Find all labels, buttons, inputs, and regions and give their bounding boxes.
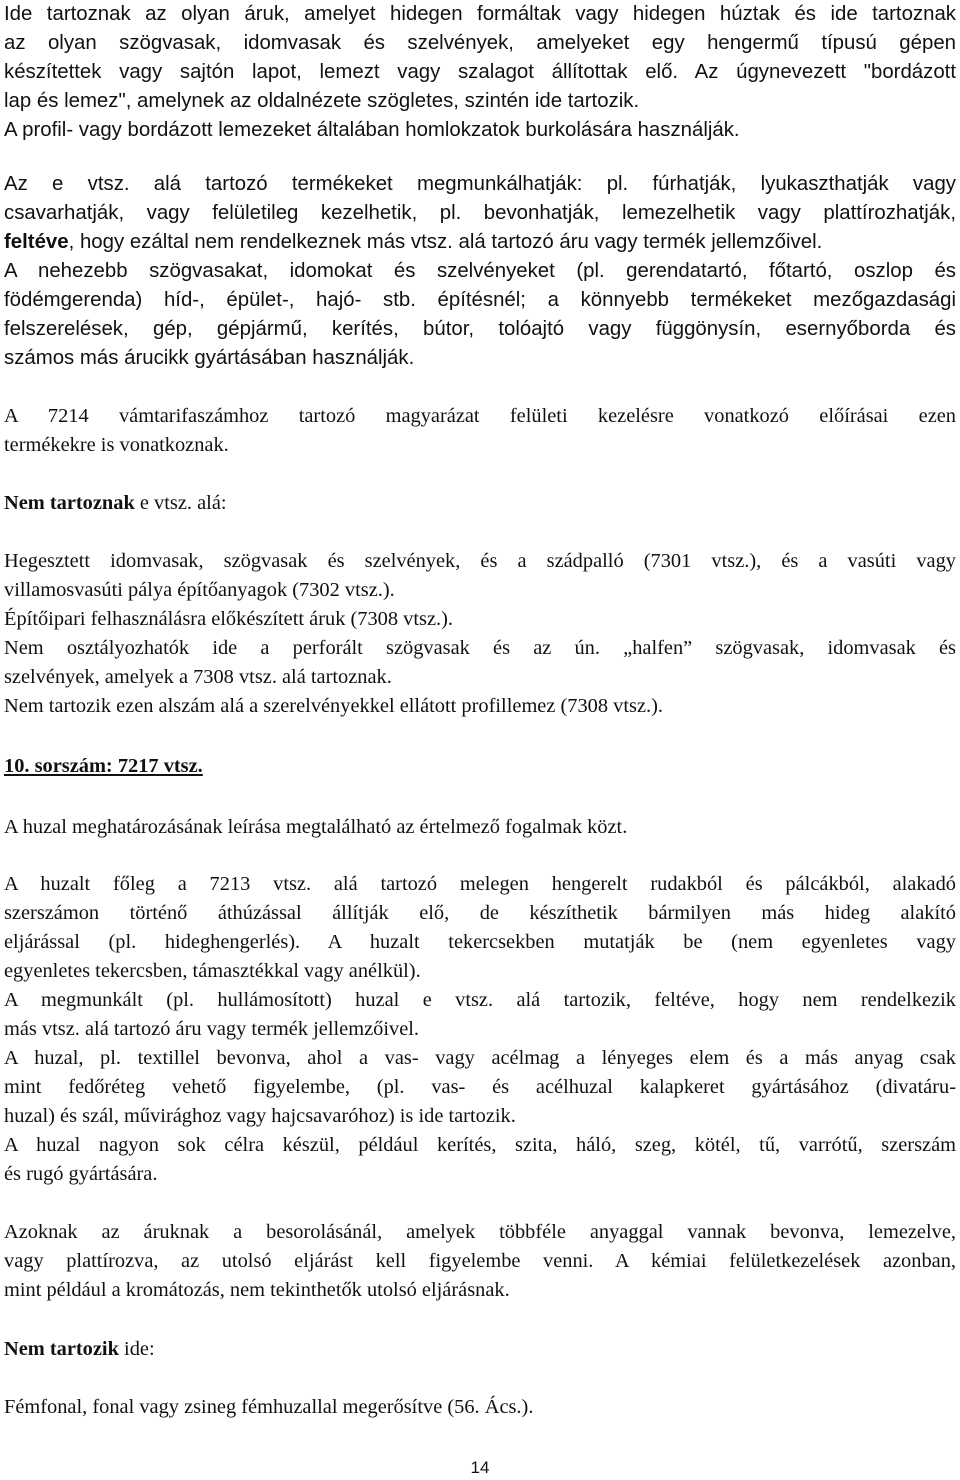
exclusions-heading [4,489,956,518]
text-line: Fémfonal, fonal vagy zsineg fémhuzallal megerősítve (56. Ács.). [4,1396,534,1418]
page-number: 14 [470,1458,490,1477]
exclusions2-heading [4,1335,956,1364]
text-line: A 7214 vámtarifaszámhoz tartozó magyarázat felületi kezelésre vonatkozó előírásai ezen [4,405,956,427]
coating-paragraph [4,1218,956,1305]
section-heading-7217: 10. sorszám: 7217 vtsz. [4,755,203,777]
wire-paragraph [4,870,956,1189]
emphasis-feltéve: feltéve [4,231,69,253]
text-line: Nem tartozik ezen alszám alá a szerelvényekkel ellátott profillemez (7308 vtsz.). [4,695,664,717]
text-line: készítettek vagy sajtón lapot, lemezt vagy szalagot állítottak elő. Az úgynevezett "bordázott [4,61,956,83]
text-line: termékekre is vonatkoznak. [4,434,229,456]
tariff-7214-note [4,402,956,460]
text-line: Nem osztályozhatók ide a perforált szögvasak és az ún. „halfen” szögvasak, idomvasak és [4,637,956,659]
text-line: Nem tartoznak e vtsz. alá: [4,492,227,514]
text-line: villamosvasúti pálya építőanyagok (7302 vtsz.). [4,579,395,601]
exclusions-list [4,547,956,721]
definition-paragraph [4,813,956,842]
final-paragraph [4,1393,956,1422]
text-line: A huzal nagyon sok célra készül, például kerítés, szita, háló, szeg, kötél, tű, varrótű, szerszám [4,1134,956,1156]
text-line: Az e vtsz. alá tartozó termékeket megmunkálhatják: pl. fúrhatják, lyukaszthatják vagy [4,173,956,195]
text-line: Azoknak az áruknak a besorolásánál, amelyek többféle anyaggal vannak bevonva, lemezelve, [4,1221,956,1243]
text-line: A megmunkált (pl. hullámosított) huzal e vtsz. alá tartozik, feltéve, hogy nem rendelkezik [4,989,956,1011]
text-line: Ide tartoznak az olyan áruk, amelyet hidegen formáltak vagy hidegen húztak és ide tartoznak [4,3,956,25]
text-line: feltéve, hogy ezáltal nem rendelkeznek más vtsz. alá tartozó áru vagy termék jellemzőivel. [4,231,823,253]
text-line: huzal) és szál, művirághoz vagy hajcsavaróhoz) is ide tartozik. [4,1105,516,1127]
text-line: A nehezebb szögvasakat, idomokat és szelvényeket (pl. gerendatartó, főtartó, oszlop és [4,260,956,282]
section-title [4,752,956,781]
emphasis-nem-tartoznak: Nem tartoznak [4,492,135,514]
text-line: mint például a kromátozás, nem tekinthetők utolsó eljárásnak. [4,1279,510,1301]
processing-paragraph [4,170,956,373]
emphasis-nem-tartozik: Nem tartozik [4,1338,119,1360]
text-line: számos más árucikk gyártásában használják. [4,347,415,369]
text-line: egyenletes tekercsben, támasztékkal vagy anélkül). [4,960,421,982]
text-line: és rugó gyártására. [4,1163,158,1185]
text-line: A huzalt főleg a 7213 vtsz. alá tartozó melegen hengerelt rudakból és pálcákból, alakadó [4,873,956,895]
text-line: szelvények, amelyek a 7308 vtsz. alá tartoznak. [4,666,392,688]
text-line: Nem tartozik ide: [4,1338,155,1360]
text-line: szerszámon történő áthúzással állítják elő, de készíthetik bármilyen más hideg alakító [4,902,956,924]
text-line: mint fedőréteg vehető figyelembe, (pl. vas- és acélhuzal kalapkeret gyártásához (divatáru- [4,1076,956,1098]
text-line: csavarhatják, vagy felületileg kezelhetik, pl. bevonhatják, lemezelhetik vagy plattírozhatják, [4,202,956,224]
text-line: A profil- vagy bordázott lemezeket általában homlokzatok burkolására használják. [4,119,740,141]
text-line: A huzal meghatározásának leírása megtalálható az értelmező fogalmak közt. [4,816,628,838]
text-line: Hegesztett idomvasak, szögvasak és szelvények, és a szádpalló (7301 vtsz.), és a vasúti vagy [4,550,956,572]
text-line: A huzal, pl. textillel bevonva, ahol a vas- vagy acélmag a lényeges elem és a más anyag csak [4,1047,956,1069]
text-line: vagy plattírozva, az utolsó eljárást kell figyelembe venni. A kémiai felületkezelések azonban, [4,1250,956,1272]
text-line: eljárással (pl. hideghengerlés). A huzalt tekercsekben mutatják be (nem egyenletes vagy [4,931,956,953]
intro-paragraph [4,0,956,145]
text-line: az olyan szögvasak, idomvasak és szelvények, amelyeket egy hengermű típusú gépen [4,32,956,54]
text-line: födémgerenda) híd-, épület-, hajó- stb. építésnél; a könnyebb termékeket mezőgazdasági [4,289,956,311]
text-line: Építőipari felhasználásra előkészített áruk (7308 vtsz.). [4,608,453,630]
text-line: lap és lemez", amelynek az oldalnézete szögletes, szintén ide tartozik. [4,90,640,112]
text-line: más vtsz. alá tartozó áru vagy termék jellemzőivel. [4,1018,420,1040]
text-line: felszerelések, gép, gépjármű, kerítés, bútor, tolóajtó vagy függönysín, esernyőborda és [4,318,956,340]
